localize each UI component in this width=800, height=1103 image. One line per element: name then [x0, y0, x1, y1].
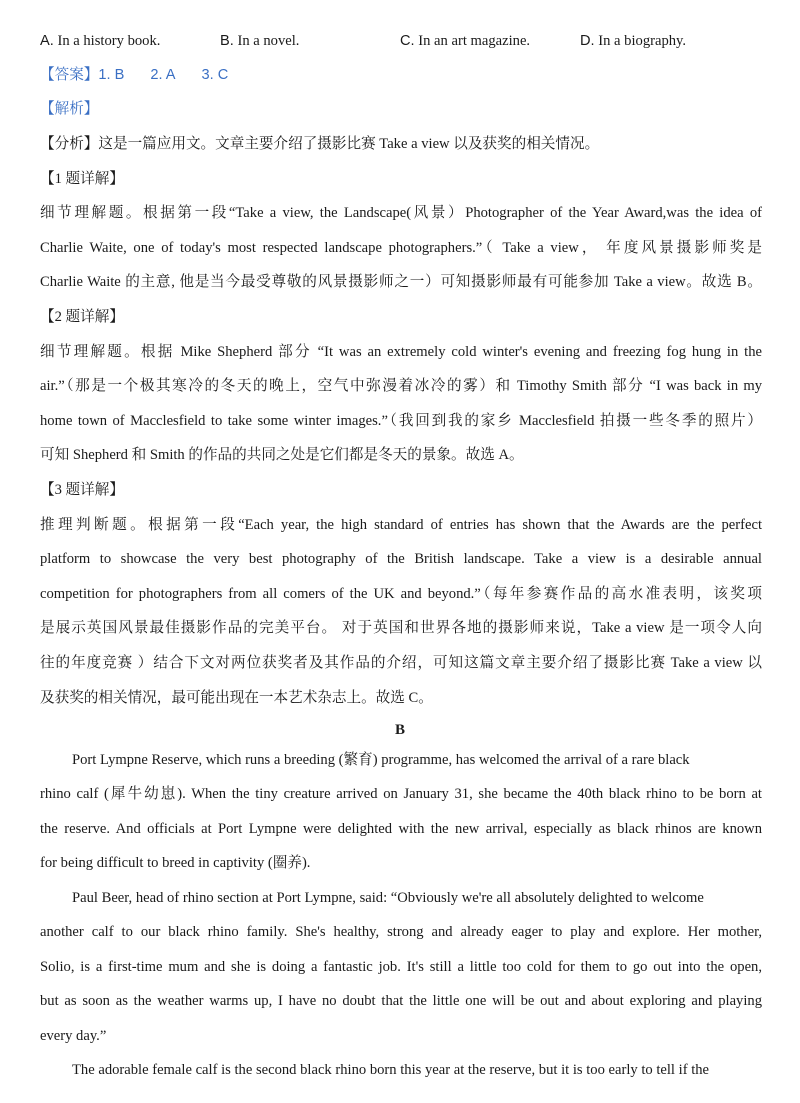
q3-line: 推理判断题。根据第一段“Each year, the high standard of entries has shown that the Awards are the perfect [40, 517, 762, 533]
option-letter: B. [220, 33, 234, 49]
q3-line: 是展示英国风景最佳摄影作品的完美平台。 对于英国和世界各地的摄影师来说，Take a view 是一项令人向 [40, 620, 762, 636]
q2-line: air.”（那是一个极其寒冷的冬天的晚上，空气中弥漫着冰冷的雾）和 Timothy Smith 部分 “I was back in my [40, 378, 762, 394]
passage-line: Solio, is a first-time mum and she is doing a fantastic job. It's still a little too cold for them to go out into the open, [40, 959, 762, 975]
passage-line: rhino calf (犀牛幼崽). When the tiny creature arrived on January 31, she became the 40th black rhino to be born at [40, 786, 762, 802]
option-letter: D. [580, 33, 595, 49]
passage-line: Paul Beer, head of rhino section at Port Lympne, said: “Obviously we're all absolutely delighted to welcome [72, 890, 704, 906]
q3-heading: 【3 题详解】 [40, 482, 124, 498]
q2-line: 细节理解题。根据 Mike Shepherd 部分 “It was an extremely cold winter's evening and freezing fog hung in the [40, 344, 762, 360]
answer-item: 3. C [201, 67, 229, 83]
option-b [220, 31, 299, 51]
q3-line: platform to showcase the very best photography of the British landscape. Take a view is a desirable annual [40, 551, 762, 567]
q1-line: 细节理解题。根据第一段“Take a view, the Landscape(风景）Photographer of the Year Award,was the idea of [40, 205, 762, 221]
option-text: In a history book. [57, 33, 161, 49]
answer-options [40, 31, 762, 51]
option-text: In a biography. [598, 33, 687, 49]
q3-line: 及获奖的相关情况，最可能出现在一本艺术杂志上。故选 C。 [40, 690, 433, 706]
answer-item: 2. A [150, 67, 176, 83]
passage-line: every day.” [40, 1028, 107, 1044]
analysis-summary: 【分析】这是一篇应用文。文章主要介绍了摄影比赛 Take a view 以及获奖的相关情况。 [40, 136, 600, 152]
q1-line: Charlie Waite 的主意, 他是当今最受尊敬的风景摄影师之一）可知摄影师最有可能参加 Take a view。故选 B。 [40, 274, 762, 290]
passage-line: but as soon as the weather warms up, I have no doubt that the little one will be out and about exploring and playing [40, 993, 762, 1009]
q3-line: 往的年度竞赛 ）结合下文对两位获奖者及其作品的介绍，可知这篇文章主要介绍了摄影比赛 Take a view 以 [40, 655, 762, 671]
passage-line: Port Lympne Reserve, which runs a breeding (繁育) programme, has welcomed the arrival of a rare black [72, 752, 690, 768]
passage-line: for being difficult to breed in captivity (圈养). [40, 855, 311, 871]
answer-key [40, 65, 254, 85]
passage-line: The adorable female calf is the second black rhino born this year at the reserve, but it is too early to tell if the [72, 1062, 710, 1078]
passage-line: another calf to our black rhino family. She's healthy, strong and already eager to play and explore. Her mother, [40, 924, 762, 940]
passage-line: the reserve. And officials at Port Lympne were delighted with the new arrival, especially as black rhinos are known [40, 821, 762, 837]
q2-line: 可知 Shepherd 和 Smith 的作品的共同之处是它们都是冬天的景象。故选 A。 [40, 447, 524, 463]
q2-heading: 【2 题详解】 [40, 309, 124, 325]
option-letter: A. [40, 33, 54, 49]
answer-item: 1. B [98, 67, 125, 83]
section-title: B [394, 722, 405, 738]
option-text: In an art magazine. [418, 33, 531, 49]
q2-line: home town of Macclesfield to take some winter images.”（我回到我的家乡 Macclesfield 拍摄一些冬季的照片） [40, 413, 762, 429]
option-c [400, 31, 530, 51]
answer-label: 【答案】 [40, 67, 99, 83]
option-d [580, 31, 686, 51]
q1-heading: 【1 题详解】 [40, 171, 124, 187]
option-a [40, 31, 160, 51]
option-text: In a novel. [237, 33, 300, 49]
q1-line: Charlie Waite, one of today's most respected landscape photographers.”（ Take a view， 年度风景摄影师奖是 [40, 240, 762, 256]
q3-line: competition for photographers from all comers of the UK and beyond.”（每年参赛作品的高水准表明，该奖项 [40, 586, 762, 602]
analysis-label: 【解析】 [40, 101, 99, 117]
option-letter: C. [400, 33, 415, 49]
